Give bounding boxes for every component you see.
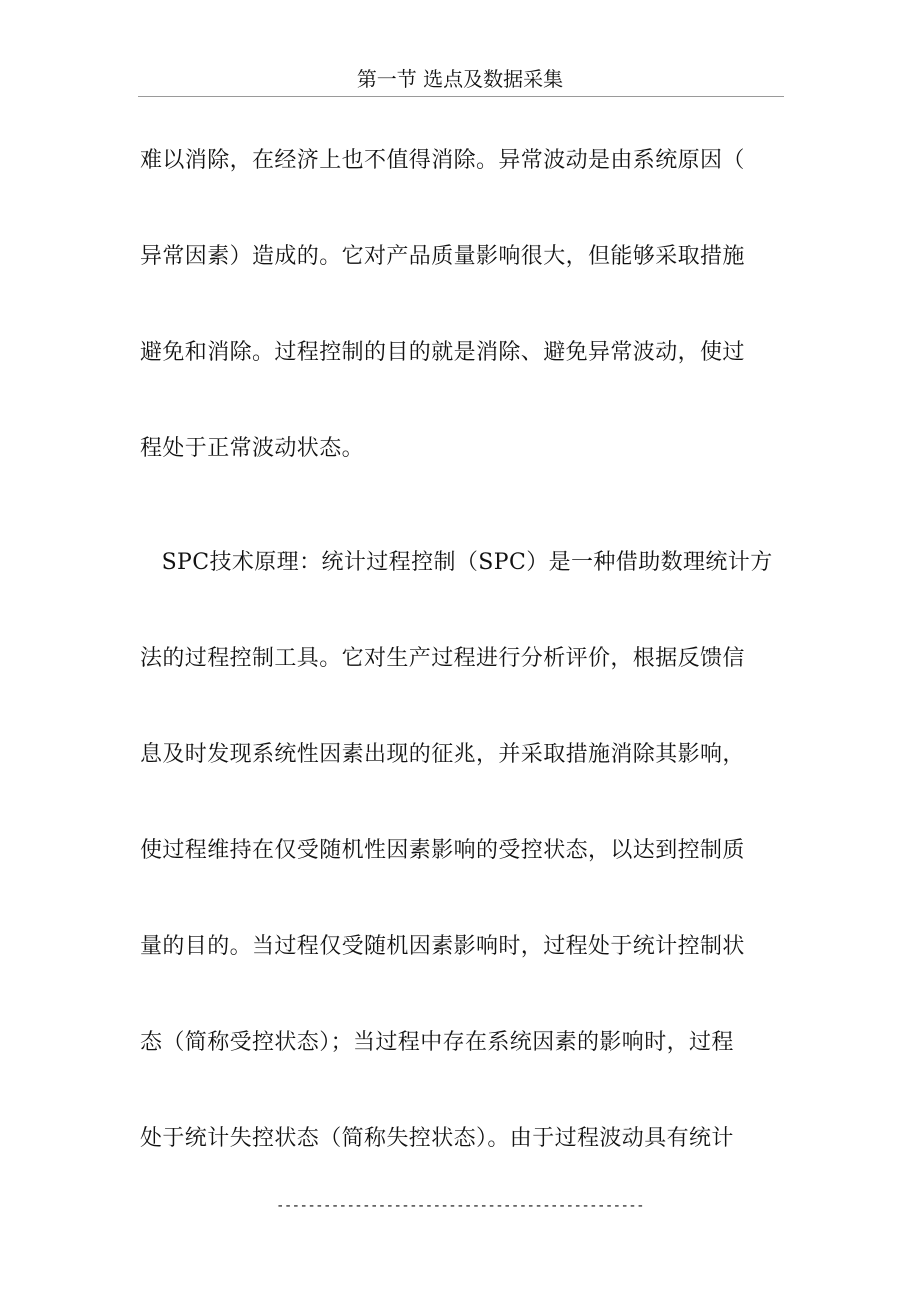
paragraph-2-line-6: 态（简称受控状态）；当过程中存在系统因素的影响时，过程 [140,1030,734,1055]
page-header-title: 第一节 选点及数据采集 [356,67,564,91]
paragraph-2-line-4: 使过程维持在仅受随机性因素影响的受控状态，以达到控制质 [140,838,745,863]
paragraph-1-line-4: 程处于正常波动状态。 [140,436,365,461]
paragraph-2-line-1: SPC技术原理：统计过程控制（SPC）是一种借助数理统计方 [132,550,773,575]
paragraph-2-line-5: 量的目的。当过程仅受随机因素影响时，过程处于统计控制状 [140,934,745,959]
paragraph-1-line-1: 难以消除，在经济上也不值得消除。异常波动是由系统原因（ [140,148,745,173]
paragraph-1-line-2: 异常因素）造成的。它对产品质量影响很大，但能够采取措施 [140,244,745,269]
header-divider [138,96,784,97]
footer-dashed-rule: ----------------------------------------------- [276,1198,644,1214]
paragraph-2-line-7: 处于统计失控状态（简称失控状态）。由于过程波动具有统计 [140,1126,734,1151]
paragraph-2-line-2: 法的过程控制工具。它对生产过程进行分析评价，根据反馈信 [140,646,745,671]
paragraph-2-line-3: 息及时发现系统性因素出现的征兆，并采取措施消除其影响， [140,742,745,767]
paragraph-1-line-3: 避免和消除。过程控制的目的就是消除、避免异常波动，使过 [140,340,745,365]
